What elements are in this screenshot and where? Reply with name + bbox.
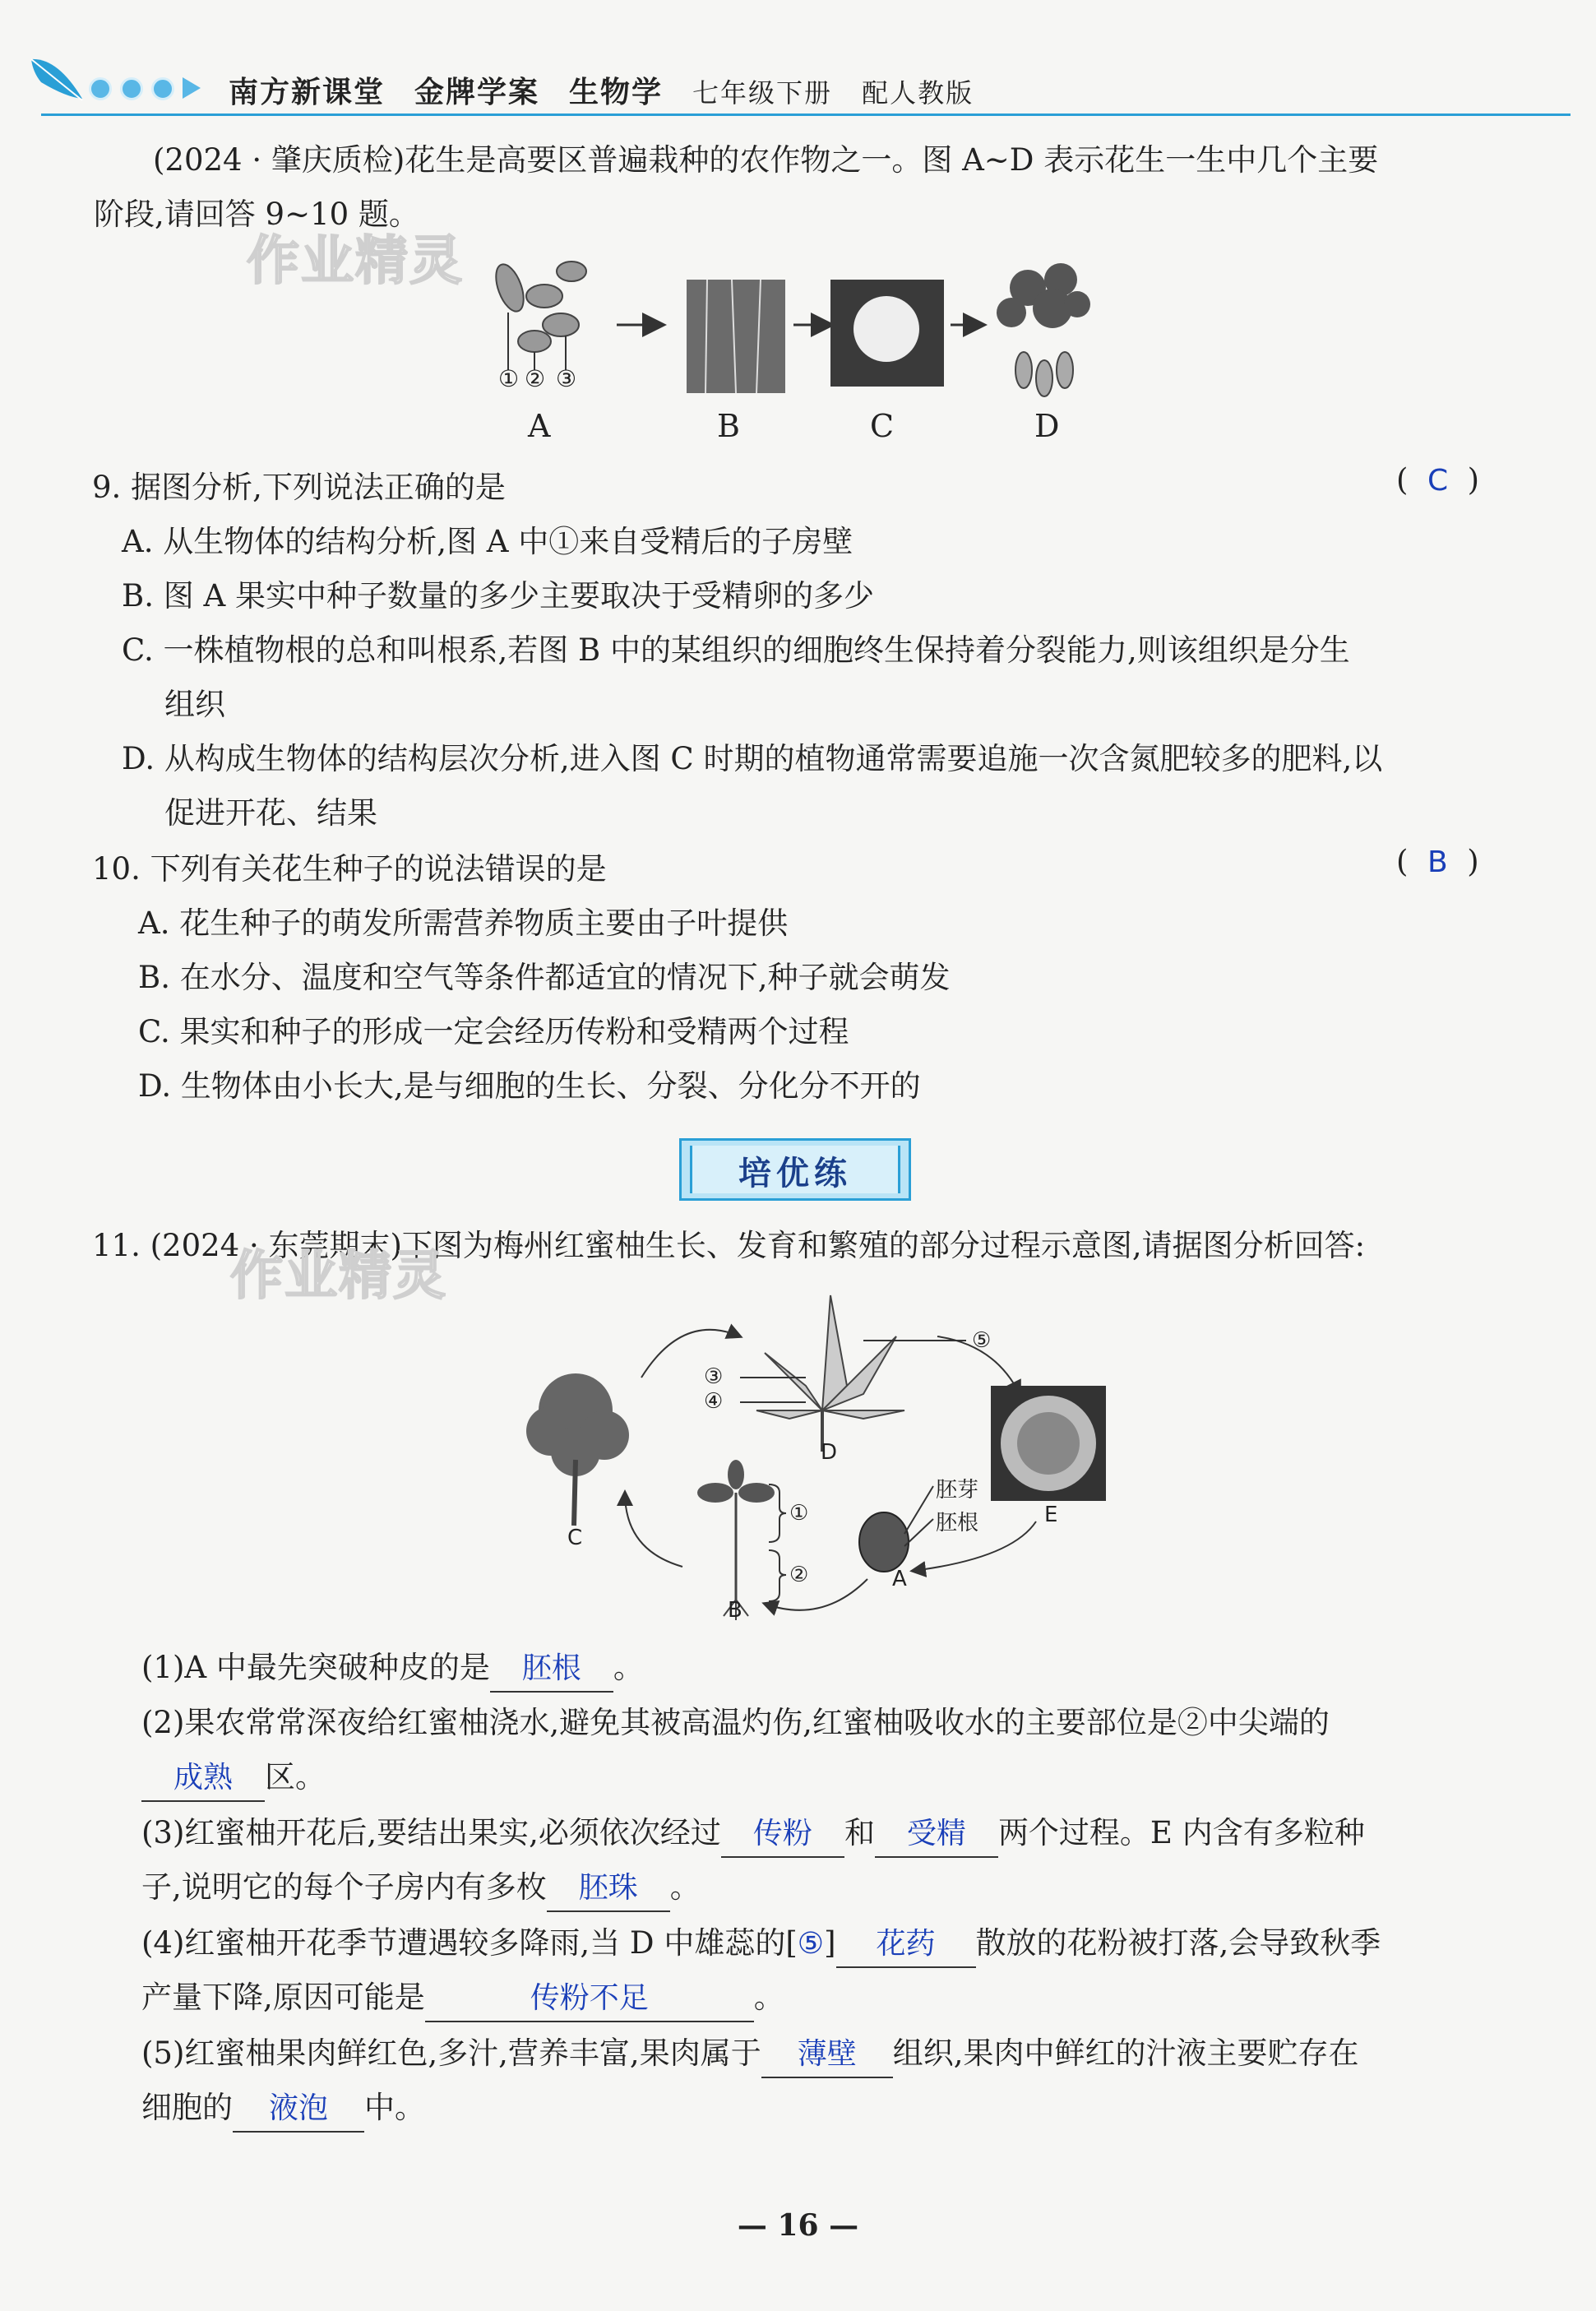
q9-stem: 9. 据图分析,下列说法正确的是 bbox=[92, 470, 506, 505]
q11-p1-answer: 胚根 bbox=[521, 1651, 581, 1685]
peanut-lifecycle-figure bbox=[485, 255, 1110, 452]
q9-option-c-cont: 组织 bbox=[164, 687, 225, 722]
q9-option-d-cont: 促进开花、结果 bbox=[164, 795, 377, 831]
seed-part-plumule: 胚芽 bbox=[936, 1478, 979, 1503]
q11-p5-answer-1: 薄壁 bbox=[797, 2037, 857, 2071]
q11-p4-after: 散放的花粉被打落,会导致秋季 bbox=[975, 1925, 1381, 1961]
q11-part-3-line1 bbox=[141, 1806, 1365, 1860]
q9-answer-box: ( C ) bbox=[1396, 462, 1480, 498]
marker-3-flower: ③ bbox=[704, 1364, 724, 1389]
q11-p3-answer-1: 传粉 bbox=[752, 1817, 812, 1850]
q11-part-3-line2 bbox=[141, 1860, 701, 1915]
watermark-2: 作业精灵 bbox=[230, 1246, 447, 1307]
marker-5-flower: ⑤ bbox=[972, 1328, 992, 1353]
figure-label-d: D bbox=[1034, 408, 1060, 444]
q9-answer: C bbox=[1427, 464, 1449, 498]
figure2-label-c: C bbox=[567, 1526, 583, 1550]
marker-1: ① bbox=[498, 365, 520, 392]
feather-pen-icon bbox=[25, 49, 90, 115]
edition-name: 配人教版 bbox=[862, 77, 974, 109]
q11-part-5-line2 bbox=[141, 2081, 425, 2135]
q11-p3-line2-text: 子,说明它的每个子房内有多枚 bbox=[141, 1869, 547, 1905]
figure2-label-e: E bbox=[1044, 1503, 1058, 1527]
q11-p4-line2-text: 产量下降,原因可能是 bbox=[141, 1980, 425, 2015]
q11-part-2-line1: (2)果农常常深夜给红蜜柚浇水,避免其被高温灼伤,红蜜柚吸收水的主要部位是②中尖端的 bbox=[141, 1705, 1330, 1740]
page-header bbox=[25, 49, 1571, 115]
q11-p1-end: 。 bbox=[613, 1650, 644, 1685]
q11-p5-line2-text: 细胞的 bbox=[141, 2090, 233, 2125]
header-title bbox=[229, 69, 1003, 111]
q11-part-4-line1 bbox=[141, 1916, 1381, 1971]
q11-p5-after: 组织,果肉中鲜红的汁液主要贮存在 bbox=[892, 2035, 1359, 2071]
q11-p3-answer-2: 受精 bbox=[906, 1817, 966, 1850]
figure-label-c: C bbox=[870, 408, 895, 444]
q11-part-5-line1 bbox=[141, 2026, 1358, 2081]
q11-p2-answer: 成熟 bbox=[173, 1761, 233, 1795]
q9-option-a: A. 从生物体的结构分析,图 A 中①来自受精后的子房壁 bbox=[122, 524, 854, 559]
figure2-label-a: A bbox=[892, 1567, 907, 1591]
seed-part-radicle: 胚根 bbox=[936, 1511, 979, 1535]
q11-p5-answer-2: 液泡 bbox=[268, 2091, 328, 2125]
pomelo-lifecycle-figure bbox=[518, 1287, 1110, 1633]
q11-part-2-line2 bbox=[141, 1750, 326, 1804]
marker-4-flower: ④ bbox=[704, 1389, 724, 1414]
q9-option-b: B. 图 A 果实中种子数量的多少主要取决于受精卵的多少 bbox=[122, 578, 874, 614]
q11-p1-text: (1)A 中最先突破种皮的是 bbox=[141, 1650, 490, 1685]
q11-p3-answer-3: 胚珠 bbox=[578, 1871, 638, 1905]
q11-p5-text: (5)红蜜柚果肉鲜红色,多汁,营养丰富,果肉属于 bbox=[141, 2035, 761, 2071]
q11-p4-line2-end: 。 bbox=[753, 1980, 784, 2015]
page-number: — 16 — bbox=[737, 2208, 859, 2243]
figure-label-a: A bbox=[528, 408, 551, 444]
brand-name: 南方新课堂 bbox=[229, 76, 386, 109]
q10-option-c: C. 果实和种子的形成一定会经历传粉和受精两个过程 bbox=[138, 1014, 849, 1049]
intro-line-2: 阶段,请回答 9~10 题。 bbox=[94, 197, 419, 232]
q11-p2-end: 区。 bbox=[265, 1759, 326, 1795]
subject-name: 生物学 bbox=[569, 76, 664, 109]
marker-2: ② bbox=[525, 365, 546, 392]
figure2-label-d: D bbox=[821, 1440, 838, 1465]
figure-label-b: B bbox=[717, 408, 740, 444]
q9-option-c: C. 一株植物根的总和叫根系,若图 B 中的某组织的细胞终生保持着分裂能力,则该组织是分生 bbox=[122, 632, 1350, 668]
header-rule bbox=[41, 113, 1571, 116]
marker-1-seedling: ① bbox=[789, 1501, 809, 1526]
q11-part-1 bbox=[141, 1641, 644, 1695]
grade-name: 七年级下册 bbox=[692, 77, 833, 109]
q9-option-d: D. 从构成生物体的结构层次分析,进入图 C 时期的植物通常需要追施一次含氮肥较多的肥料,以 bbox=[122, 741, 1383, 776]
peanut-seeds-image bbox=[491, 261, 586, 352]
q11-p4-number: ⑤ bbox=[797, 1927, 825, 1961]
q11-p4-answer-1: 花药 bbox=[876, 1927, 936, 1961]
q10-answer-box: ( B ) bbox=[1396, 844, 1479, 879]
q10-stem: 10. 下列有关花生种子的说法错误的是 bbox=[92, 851, 607, 887]
q11-stem: 11. (2024 · 东莞期末)下图为梅州红蜜柚生长、发育和繁殖的部分过程示意图,请据图分析回答: bbox=[92, 1228, 1366, 1263]
marker-2-seedling: ② bbox=[789, 1563, 809, 1587]
series-name: 金牌学案 bbox=[414, 76, 540, 109]
q10-option-b: B. 在水分、温度和空气等条件都适宜的情况下,种子就会萌发 bbox=[138, 960, 951, 995]
q10-option-a: A. 花生种子的萌发所需营养物质主要由子叶提供 bbox=[138, 905, 789, 941]
intro-line-1: (2024 · 肇庆质检)花生是高要区普遍栽种的农作物之一。图 A~D 表示花生一生中几个主要 bbox=[153, 142, 1379, 178]
q11-p3-after: 两个过程。E 内含有多粒种 bbox=[997, 1815, 1365, 1850]
q11-p3-line2-end: 。 bbox=[669, 1869, 701, 1905]
figure2-label-b: B bbox=[728, 1598, 742, 1623]
q11-p4-text: (4)红蜜柚开花季节遭遇较多降雨,当 D 中雄蕊的[ bbox=[141, 1925, 798, 1961]
q11-p3-mid: 和 bbox=[844, 1815, 875, 1850]
q11-p4-bracket: ] bbox=[824, 1925, 836, 1961]
watermark: 作业精灵 bbox=[247, 231, 464, 292]
q11-part-4-line2 bbox=[141, 1971, 784, 2025]
q11-p3-text: (3)红蜜柚开花后,要结出果实,必须依次经过 bbox=[141, 1815, 721, 1850]
q10-option-d: D. 生物体由小长大,是与细胞的生长、分裂、分化分不开的 bbox=[138, 1068, 921, 1104]
q10-answer: B bbox=[1427, 845, 1448, 879]
q11-p4-answer-2: 传粉不足 bbox=[530, 1981, 649, 2015]
header-dots bbox=[89, 77, 201, 104]
pomelo-figure-drawing bbox=[518, 1287, 1110, 1633]
peanut-figure-drawing bbox=[485, 255, 1110, 452]
section-banner bbox=[679, 1138, 911, 1201]
section-banner-title: 培优练 bbox=[738, 1155, 852, 1193]
q11-p5-line2-end: 中。 bbox=[364, 2090, 425, 2125]
marker-3: ③ bbox=[556, 365, 577, 392]
